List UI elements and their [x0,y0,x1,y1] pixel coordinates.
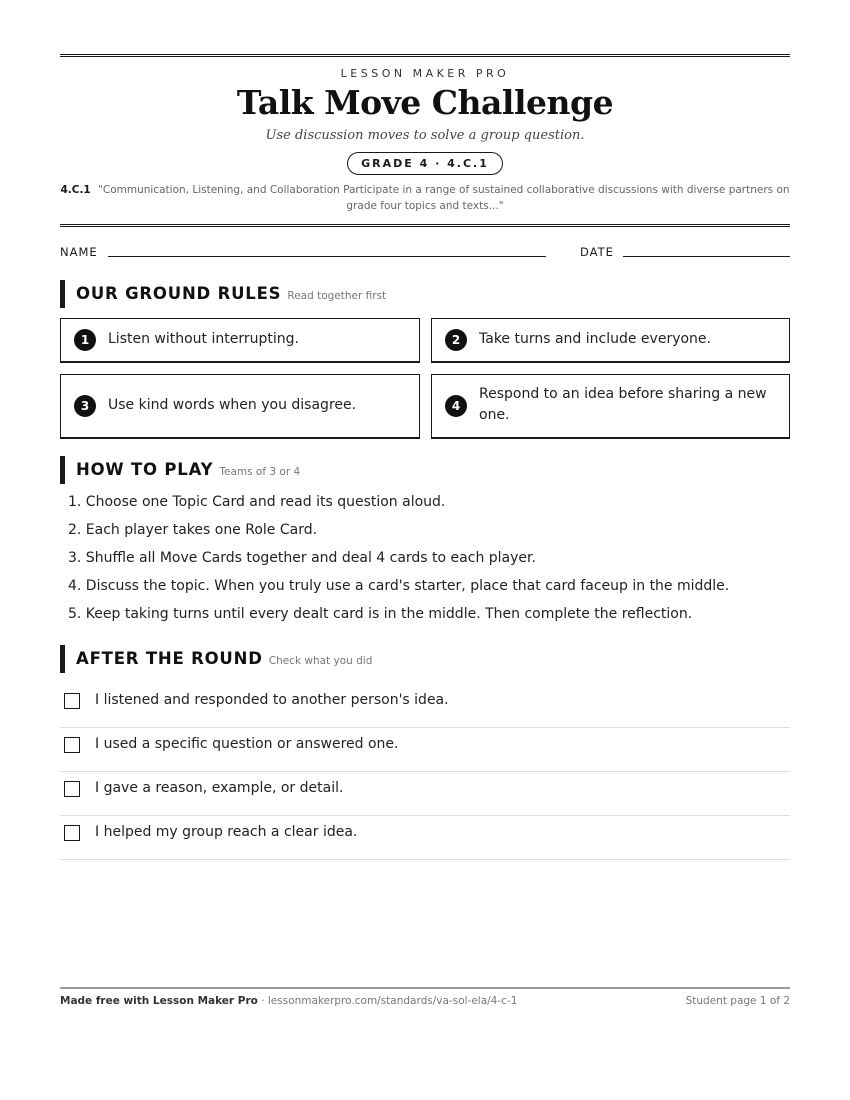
footer-credit [60,995,517,1007]
name-label: NAME [60,245,98,259]
standard-description [60,182,790,214]
ground-rules-heading [60,280,790,308]
standard-code: 4.C.1 [60,184,91,196]
section-note: Teams of 3 or 4 [219,466,301,478]
checkbox[interactable] [64,693,80,709]
section-title: HOW TO PLAY [76,460,214,479]
rule-number-badge: 2 [445,329,467,351]
rule-text: Use kind words when you disagree. [108,397,357,413]
checklist-item [60,772,790,816]
ground-rule-card [60,318,420,363]
footer-url: · lessonmakerpro.com/standards/va-sol-ela/4-c-1 [257,995,518,1007]
checklist-item [60,816,790,860]
checklist-item [60,728,790,772]
rule-number-badge: 1 [74,329,96,351]
date-label: DATE [580,245,614,259]
footer-made-with: Made free with Lesson Maker Pro [60,995,258,1007]
ground-rule-card [431,318,790,363]
section-note: Check what you did [268,655,373,667]
checklist-item [60,684,790,728]
instruction-step: 4. Discuss the topic. When you truly use a card's starter, place that card faceup in the middle. [68,578,730,594]
instruction-steps [68,489,729,629]
section-marker [60,645,65,673]
rule-text: Take turns and include everyone. [479,331,711,347]
checklist-text: I used a specific question or answered one. [95,736,399,752]
header-top-rule [60,54,790,57]
checklist-text: I helped my group reach a clear idea. [95,824,358,840]
header-bottom-rule [60,224,790,227]
checkbox[interactable] [64,737,80,753]
after-round-heading [60,645,790,673]
page-number: Student page 1 of 2 [685,995,790,1007]
date-field[interactable] [623,256,790,257]
instruction-step: 1. Choose one Topic Card and read its question aloud. [68,494,446,510]
grade-badge: GRADE 4 · 4.C.1 [347,152,503,175]
footer-rule [60,987,790,989]
checklist-text: I gave a reason, example, or detail. [95,780,344,796]
section-marker [60,456,65,484]
worksheet-page [60,0,790,1100]
name-date-fields [60,245,790,261]
rule-text: Respond to an idea before sharing a new one. [479,386,767,423]
checkbox[interactable] [64,825,80,841]
how-to-play-heading [60,456,790,484]
section-title: AFTER THE ROUND [76,649,263,668]
rule-number-badge: 3 [74,395,96,417]
section-title: OUR GROUND RULES [76,284,282,303]
ground-rule-card [431,374,790,439]
section-note: Read together first [287,290,387,302]
page-subtitle: Use discussion moves to solve a group question. [265,128,585,143]
standard-text: "Communication, Listening, and Collaboration Participate in a range of sustained collaborative discussions with diverse partners on grade four topics and texts..." [98,184,790,212]
ground-rule-card [60,374,420,439]
brand-name: LESSON MAKER PRO [340,67,510,80]
checklist-text: I listened and responded to another person's idea. [95,692,449,708]
checkbox[interactable] [64,781,80,797]
instruction-step: 2. Each player takes one Role Card. [68,522,318,538]
instruction-step: 5. Keep taking turns until every dealt card is in the middle. Then complete the reflection. [68,606,693,622]
page-title: Talk Move Challenge [236,83,614,122]
rule-number-badge: 4 [445,395,467,417]
grade-badge-wrap [60,152,790,175]
rule-text: Listen without interrupting. [108,331,299,347]
name-field[interactable] [108,256,546,257]
section-marker [60,280,65,308]
instruction-step: 3. Shuffle all Move Cards together and deal 4 cards to each player. [68,550,536,566]
